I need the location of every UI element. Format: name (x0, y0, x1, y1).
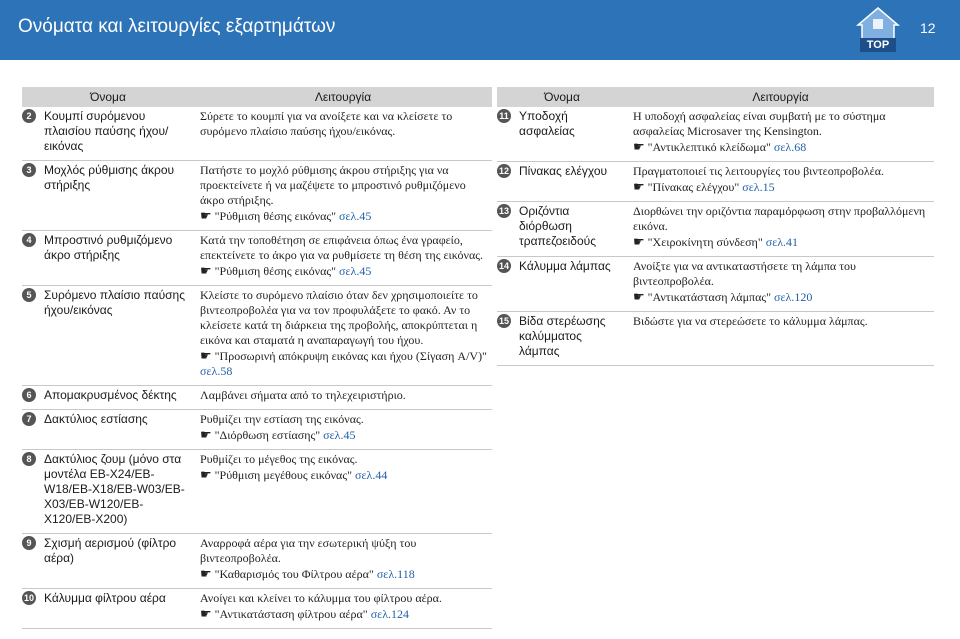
part-function (194, 286, 492, 386)
item-number-badge: 14 (498, 261, 509, 271)
pointing-hand-icon: ☛ (200, 606, 212, 621)
right-table-body (497, 107, 934, 366)
item-number-badge: 7 (22, 412, 36, 426)
function-text: Ρυθμίζει το μέγεθος της εικόνας. (200, 452, 358, 466)
cross-reference-page[interactable]: σελ.120 (774, 290, 813, 304)
table-row (497, 202, 934, 257)
cross-reference-link[interactable] (200, 606, 490, 622)
item-number-cell (497, 312, 519, 366)
part-function (194, 410, 492, 450)
item-number-badge: 3 (22, 163, 36, 177)
item-number-badge: 6 (22, 388, 36, 402)
pointing-hand-icon: ☛ (633, 234, 645, 249)
function-text: Κατά την τοποθέτηση σε επιφάνεια όπως ένα γραφείο, επεκτείνετε το άκρο για να ρυθμίσετε τη θέση της εικόνας. (200, 233, 483, 262)
function-text: Κλείστε το συρόμενο πλαίσιο όταν δεν χρησιμοποιείτε το βιντεοπροβολέα για να τον προφυλάξετε το φακό. Αν το κλείσετε κατά τη διάρκεια της προβολής, αποκρύπτεται η εικόνα και σταματά η αναπαραγωγή του ήχου. (200, 288, 478, 347)
part-name: Πίνακας ελέγχου (519, 162, 627, 202)
part-function (194, 534, 492, 589)
item-number-cell (22, 386, 44, 410)
function-text: Λαμβάνει σήματα από το τηλεχειριστήριο. (200, 388, 406, 402)
cross-reference-page[interactable]: σελ.118 (376, 567, 415, 581)
cross-reference-link[interactable] (200, 427, 490, 443)
part-name: Υποδοχή ασφαλείας (519, 107, 627, 162)
cross-reference-title: "Διόρθωση εστίασης" (214, 428, 321, 442)
part-function (194, 450, 492, 534)
pointing-hand-icon: ☛ (200, 467, 212, 482)
page-number: 12 (920, 20, 936, 36)
function-text: Ανοίγει και κλείνει το κάλυμμα του φίλτρου αέρα. (200, 591, 442, 605)
item-number-cell (497, 107, 519, 162)
item-number-cell (497, 202, 519, 257)
item-number-badge: 2 (22, 109, 36, 123)
cross-reference-link[interactable] (633, 139, 932, 155)
cross-reference-page[interactable]: σελ.44 (355, 468, 388, 482)
item-number-cell (497, 162, 519, 202)
pointing-hand-icon: ☛ (633, 289, 645, 304)
cross-reference-title: "Προσωρινή απόκρυψη εικόνας και ήχου (Σίγαση A/V)" (214, 349, 487, 363)
part-name: Μπροστινό ρυθμιζόμενο άκρο στήριξης (44, 231, 194, 286)
part-function (194, 107, 492, 161)
cross-reference-page[interactable]: σελ.45 (339, 209, 372, 223)
cross-reference-link[interactable] (200, 263, 490, 279)
table-row (22, 231, 492, 286)
cross-reference-title: "Αντικατάσταση λάμπας" (647, 290, 772, 304)
cross-reference-title: "Αντικλεπτικό κλείδωμα" (647, 140, 771, 154)
table-row (22, 589, 492, 629)
part-function (627, 257, 934, 312)
cross-reference-title: "Αντικατάσταση φίλτρου αέρα" (214, 607, 368, 621)
pointing-hand-icon: ☛ (200, 427, 212, 442)
cross-reference-page[interactable]: σελ.41 (765, 235, 799, 249)
pointing-hand-icon: ☛ (633, 179, 645, 194)
right-parts-table (497, 87, 934, 366)
cross-reference-link[interactable] (200, 208, 490, 224)
function-column-header: Λειτουργία (627, 87, 934, 107)
page-header (0, 0, 960, 60)
cross-reference-link[interactable] (633, 234, 932, 250)
part-function (627, 202, 934, 257)
cross-reference-title: "Ρύθμιση θέσης εικόνας" (214, 264, 337, 278)
part-name: Σχισμή αερισμού (φίλτρο αέρα) (44, 534, 194, 589)
item-number-badge: 15 (498, 316, 509, 326)
part-name: Απομακρυσμένος δέκτης (44, 386, 194, 410)
part-name: Κάλυμμα φίλτρου αέρα (44, 589, 194, 629)
function-text: Αναρροφά αέρα για την εσωτερική ψύξη του βιντεοπροβολέα. (200, 536, 417, 565)
table-row (22, 410, 492, 450)
part-function (194, 589, 492, 629)
cross-reference-title: "Πίνακας ελέγχου" (647, 180, 740, 194)
item-number-cell (22, 450, 44, 534)
part-function (194, 161, 492, 231)
item-number-badge: 4 (22, 233, 36, 247)
cross-reference-page[interactable]: σελ.45 (323, 428, 356, 442)
part-name: Δακτύλιος εστίασης (44, 410, 194, 450)
page-title: Ονόματα και λειτουργίες εξαρτημάτων (18, 16, 336, 37)
function-text: Ανοίξτε για να αντικαταστήσετε τη λάμπα του βιντεοπροβολέα. (633, 259, 856, 288)
cross-reference-title: "Ρύθμιση μεγέθους εικόνας" (214, 468, 352, 482)
function-text: Η υποδοχή ασφαλείας είναι συμβατή με το σύστημα ασφαλείας Microsaver της Kensington. (633, 109, 886, 138)
left-parts-table (22, 87, 492, 629)
table-row (497, 107, 934, 162)
top-button[interactable] (854, 5, 902, 53)
function-text: Διορθώνει την οριζόντια παραμόρφωση στην προβαλλόμενη εικόνα. (633, 204, 926, 233)
item-number-badge: 8 (22, 452, 36, 466)
table-row (497, 257, 934, 312)
cross-reference-page[interactable]: σελ.58 (200, 364, 233, 378)
item-number-badge: 5 (22, 288, 36, 302)
table-row (22, 286, 492, 386)
function-text: Πατήστε το μοχλό ρύθμισης άκρου στήριξης για να προεκτείνετε ή να μαζέψετε το μπροστινό ρυθμιζόμενο άκρο στήριξης. (200, 163, 466, 207)
cross-reference-title: "Χειροκίνητη σύνδεση" (647, 235, 763, 249)
table-row (22, 534, 492, 589)
pointing-hand-icon: ☛ (200, 208, 212, 223)
part-name: Οριζόντια διόρθωση τραπεζοειδούς (519, 202, 627, 257)
pointing-hand-icon: ☛ (200, 566, 212, 581)
item-number-cell (22, 589, 44, 629)
table-row (22, 161, 492, 231)
part-name: Βίδα στερέωσης καλύμματος λάμπας (519, 312, 627, 366)
left-table-body (22, 107, 492, 629)
function-text: Πραγματοποιεί τις λειτουργίες του βιντεοπροβολέα. (633, 164, 884, 178)
part-name: Μοχλός ρύθμισης άκρου στήριξης (44, 161, 194, 231)
cross-reference-page[interactable]: σελ.45 (339, 264, 372, 278)
part-function (627, 312, 934, 366)
cross-reference-link[interactable] (633, 289, 932, 305)
table-row (497, 162, 934, 202)
item-number-cell (22, 161, 44, 231)
part-function (627, 107, 934, 162)
item-number-cell (22, 534, 44, 589)
pointing-hand-icon: ☛ (200, 348, 212, 363)
table-row (22, 107, 492, 161)
item-number-cell (22, 410, 44, 450)
part-name: Δακτύλιος ζουμ (μόνο στα μοντέλα EB-X24/EB-W18/EB-X18/EB-W03/EB-X03/EB-W120/EB-X120/EB-X200) (44, 450, 194, 534)
part-function (627, 162, 934, 202)
part-name: Κάλυμμα λάμπας (519, 257, 627, 312)
function-text: Ρυθμίζει την εστίαση της εικόνας. (200, 412, 364, 426)
part-function (194, 386, 492, 410)
item-number-badge: 13 (498, 206, 509, 216)
function-text: Βιδώστε για να στερεώσετε το κάλυμμα λάμπας. (633, 314, 868, 328)
name-column-header: Όνομα (22, 87, 194, 107)
item-number-badge: 11 (497, 109, 511, 123)
table-row (22, 386, 492, 410)
top-label: TOP (866, 39, 890, 51)
cross-reference-page[interactable]: σελ.15 (742, 180, 775, 194)
part-name: Κουμπί συρόμενου πλαισίου παύσης ήχου/εικόνας (44, 107, 194, 161)
pointing-hand-icon: ☛ (200, 263, 212, 278)
name-column-header: Όνομα (497, 87, 627, 107)
function-text: Σύρετε το κουμπί για να ανοίξετε και να κλείσετε το συρόμενο πλαίσιο παύσης ήχου/εικόνας. (200, 109, 453, 138)
cross-reference-title: "Ρύθμιση θέσης εικόνας" (214, 209, 337, 223)
item-number-cell (22, 107, 44, 161)
pointing-hand-icon: ☛ (633, 139, 645, 154)
cross-reference-link[interactable] (200, 348, 490, 379)
item-number-badge: 10 (23, 593, 34, 603)
cross-reference-link[interactable] (200, 566, 490, 582)
table-row (497, 312, 934, 366)
item-number-cell (22, 286, 44, 386)
item-number-cell (497, 257, 519, 312)
cross-reference-page[interactable]: σελ.68 (773, 140, 807, 154)
part-function (194, 231, 492, 286)
item-number-badge: 9 (22, 536, 36, 550)
part-name: Συρόμενο πλαίσιο παύσης ήχου/εικόνας (44, 286, 194, 386)
table-row (22, 450, 492, 534)
cross-reference-link[interactable] (633, 179, 932, 195)
item-number-cell (22, 231, 44, 286)
cross-reference-link[interactable] (200, 467, 490, 483)
cross-reference-title: "Καθαρισμός του Φίλτρου αέρα" (214, 567, 374, 581)
item-number-badge: 12 (498, 166, 509, 176)
cross-reference-page[interactable]: σελ.124 (370, 607, 410, 621)
function-column-header: Λειτουργία (194, 87, 492, 107)
